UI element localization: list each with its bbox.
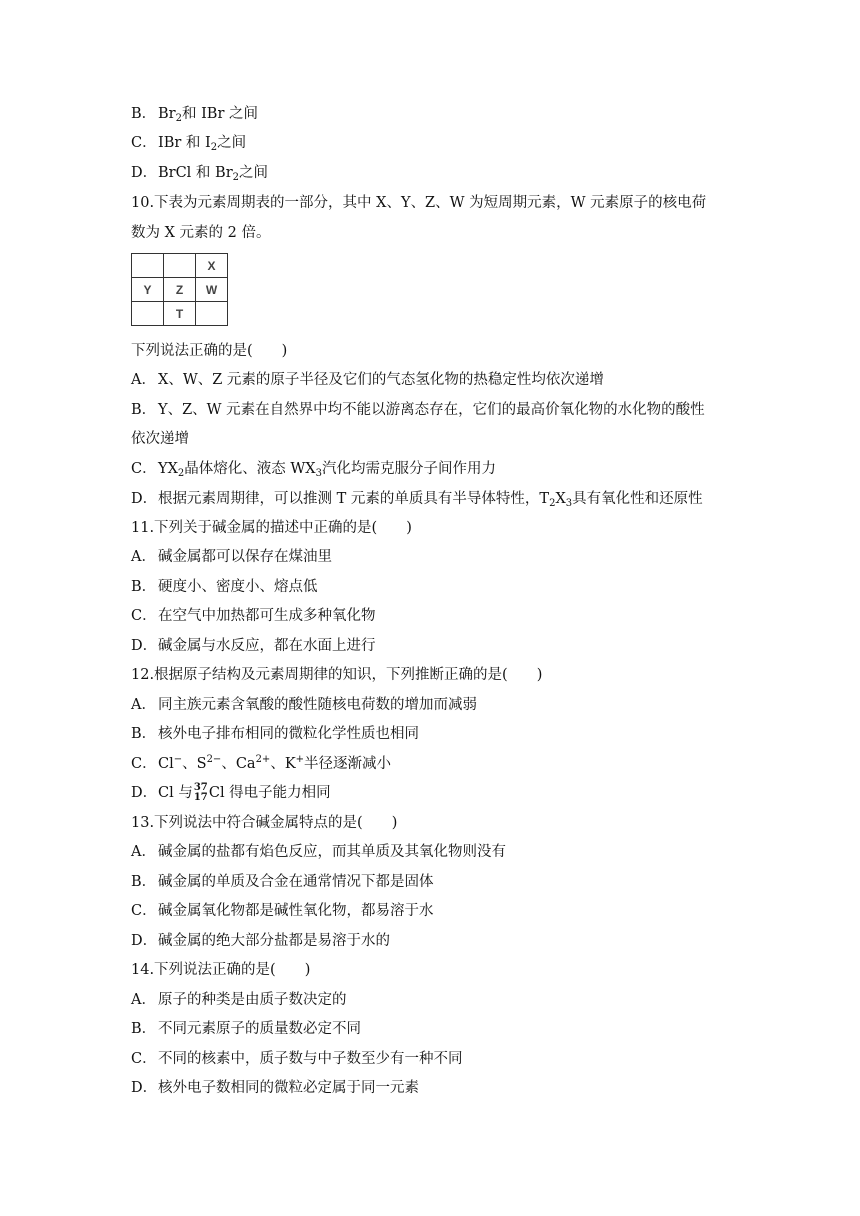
q13-option-c: C．碱金属氧化物都是碱性氧化物，都易溶于水 — [131, 903, 434, 919]
q14-option-b: B． 不同元素原子的质量数必定不同 — [131, 1021, 361, 1037]
isotope-notation: 37 17 — [193, 782, 208, 803]
q10-option-c: C．$YX_2$晶体熔化、液态 $WX_3$汽化均需克服分子间作用力 — [131, 461, 496, 479]
cell-r3c1 — [132, 302, 164, 326]
q10-stem-line2: 数为 X 元素的 2 倍。 — [131, 225, 271, 241]
q10-stem-line1: 10.下表为元素周期表的一部分，其中 X、Y、Z、W 为短周期元素，W 元素原子的核电荷 — [131, 195, 707, 211]
cell-r3c3 — [196, 302, 228, 326]
q12-option-d: D．Cl 与 37 17 Cl 得电子能力相同 — [131, 782, 331, 803]
cell-w: W — [196, 278, 228, 302]
q10-option-b: B． Y、Z、W 元素在自然界中均不能以游离态存在，它们的最高价氧化物的水化物的酸性 — [131, 402, 705, 418]
q9-option-c: C．IBr 和 $I_2$之间 — [131, 135, 247, 153]
cell-x: X — [196, 254, 228, 278]
q14-option-d: D．核外电子数相同的微粒必定属于同一元素 — [131, 1080, 419, 1096]
q11-option-d: D．碱金属与水反应，都在水面上进行 — [131, 638, 376, 654]
q11-option-a: A． 碱金属都可以保存在煤油里 — [131, 549, 332, 565]
q14-stem: 14.下列说法正确的是( ) — [131, 962, 311, 978]
ion-s: S — [196, 756, 207, 772]
cell-r1c1 — [132, 254, 164, 278]
q13-stem: 13.下列说法中符合碱金属特点的是( ) — [131, 815, 398, 831]
q11-stem: 11.下列关于碱金属的描述中正确的是( ) — [131, 520, 412, 536]
ion-ca: Ca — [235, 756, 256, 772]
q14-option-a: A． 原子的种类是由质子数决定的 — [131, 992, 347, 1008]
cell-t: T — [164, 302, 196, 326]
q9-option-b: B． $Br_2$和 IBr 之间 — [131, 106, 259, 124]
q12-option-c: C．Cl−、$S^{2-}$、$Ca^{2+}$、K+半径逐渐减小 — [131, 754, 392, 772]
q13-option-a: A． 碱金属的盐都有焰色反应，而其单质及其氧化物则没有 — [131, 844, 506, 860]
cell-y: Y — [132, 278, 164, 302]
cell-z: Z — [164, 278, 196, 302]
q12-option-a: A． 同主族元素含氧酸的酸性随核电荷数的增加而减弱 — [131, 697, 477, 713]
q13-option-b: B． 碱金属的单质及合金在通常情况下都是固体 — [131, 874, 434, 890]
q9-option-d: D．BrCl 和 $Br_2$之间 — [131, 165, 268, 183]
q13-option-d: D．碱金属的绝大部分盐都是易溶于水的 — [131, 933, 390, 949]
q12-stem: 12.根据原子结构及元素周期律的知识，下列推断正确的是( ) — [131, 667, 543, 683]
q14-option-c: C．不同的核素中，质子数与中子数至少有一种不同 — [131, 1051, 463, 1067]
q12-option-b: B． 核外电子排布相同的微粒化学性质也相同 — [131, 726, 419, 742]
periodic-table-fragment — [131, 253, 228, 326]
q10-option-b-cont: 依次递增 — [131, 431, 189, 447]
q10-question: 下列说法正确的是( ) — [131, 343, 288, 359]
q10-option-a: A． X、W、Z 元素的原子半径及它们的气态氢化物的热稳定性均依次递增 — [131, 372, 604, 388]
ion-cl: Cl — [158, 756, 174, 772]
q11-option-c: C．在空气中加热都可生成多种氧化物 — [131, 608, 376, 624]
ion-k: K — [284, 756, 296, 772]
q11-option-b: B． 硬度小、密度小、熔点低 — [131, 579, 318, 595]
cell-r1c2 — [164, 254, 196, 278]
q10-option-d: D．根据元素周期律，可以推测 T 元素的单质具有半导体特性，$T_2X_3$具有氧化性和还原性 — [131, 491, 703, 509]
